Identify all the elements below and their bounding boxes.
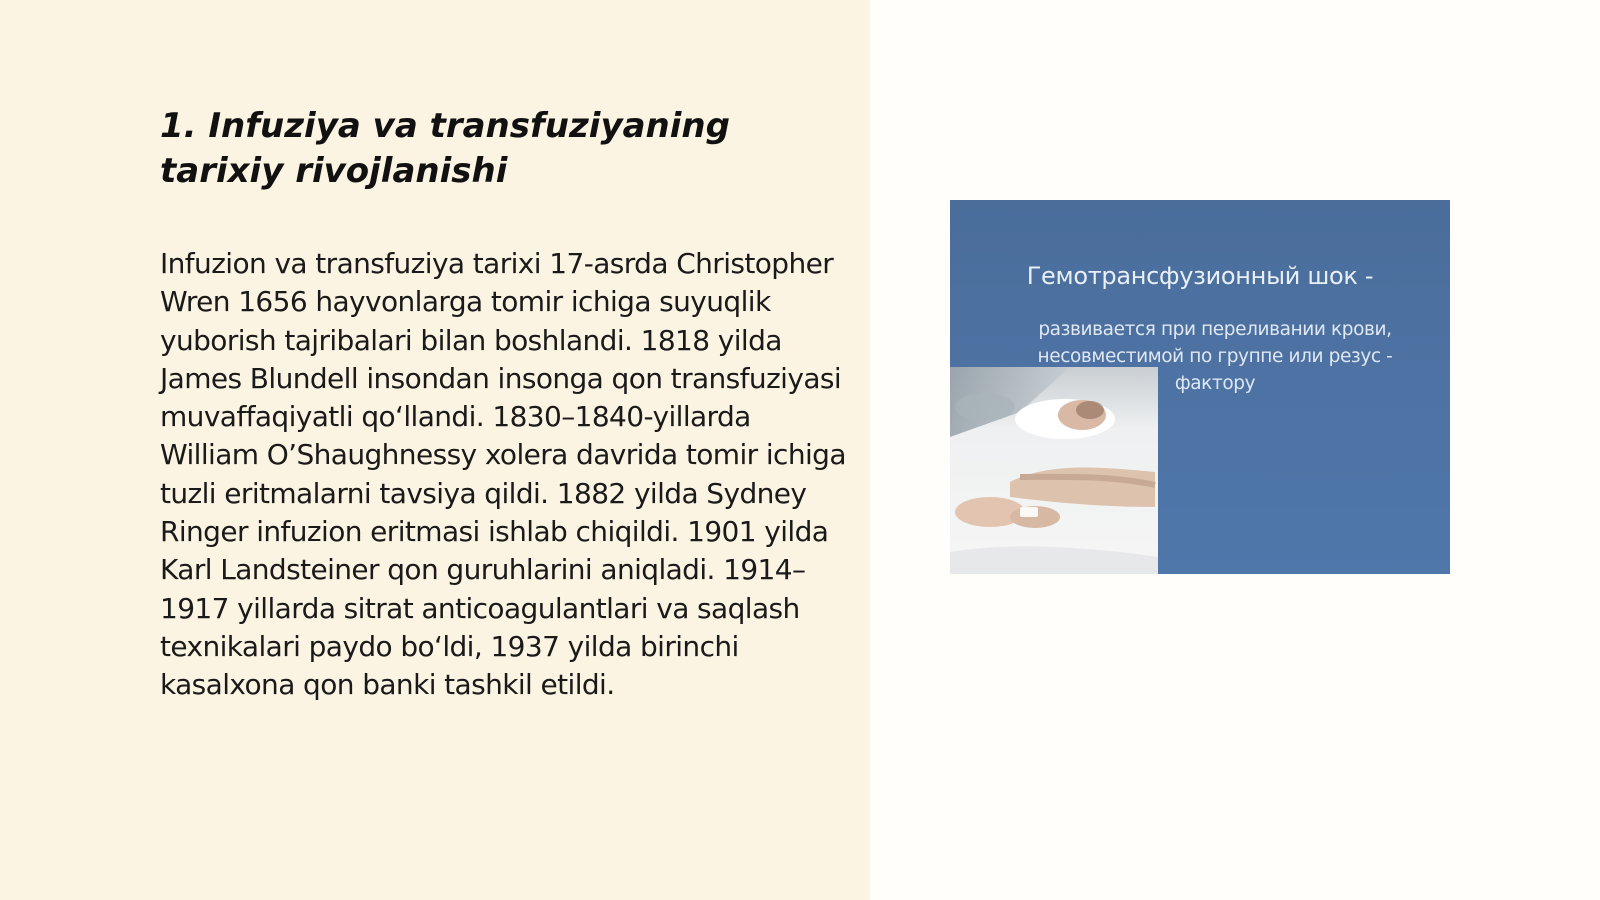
patient-illustration [950, 367, 1158, 574]
slide-body-text: Infuzion va transfuziya tarixi 17-asrda Christopher Wren 1656 hayvonlarga tomir ichiga suyuqlik yuborish tajribalari bilan boshlandi. 1818 yilda James Blundell insondan insonga qon transfuziyasi muvaffaqiyatli qo‘llandi. 1830–1840-yillarda William O’Shaughnessy xolera davrida tomir ichiga tuzli eritmalarni tavsiya qildi. 1882 yilda Sydney Ringer infuzion eritmasi ishlab chiqildi. 1901 yilda Karl Landsteiner qon guruhlarini aniqladi. 1914–1917 yillarda sitrat anticoagulantlari va saqlash texnikalari paydo bo‘ldi, 1937 yilda birinchi kasalxona qon banki tashkil etildi. [160, 247, 846, 702]
image-title: Гемотрансфузионный шок - [1026, 262, 1374, 290]
image-subtitle: развивается при переливании крови, несовместимой по группе или резус - фактору [1037, 319, 1393, 394]
patient-photo [950, 367, 1158, 574]
slide-title: 1. Infuziya va transfuziyaning tarixiy rivojlanishi [160, 106, 730, 191]
transfusion-shock-image [950, 200, 1450, 574]
